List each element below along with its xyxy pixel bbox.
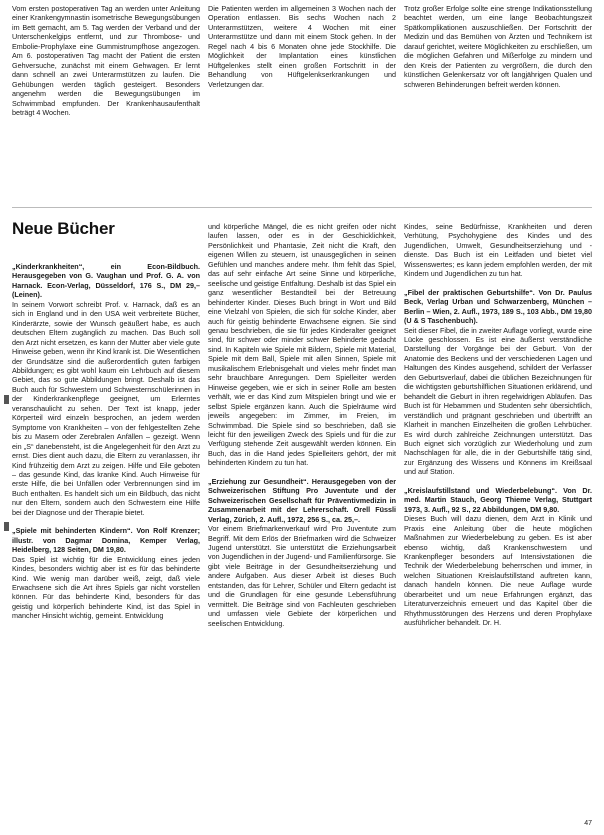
review-column-3	[404, 222, 592, 814]
review-heading: „Fibel der praktischen Geburtshilfe“. Von Dr. Paulus Beck, Verlag Urban und Schwarzenberg, München – Berlin – Wien, 2. Aufl., 1973, 189 S., 103 Abb., DM 19,80 (U & S Taschenbuch).	[404, 287, 592, 326]
review-body: In seinem Vorwort schreibt Prof. v. Harnack, daß es an sich in England und in den USA weit verbreitete Bücher, Kinderärzte, sowie der Wunsch geäußert habe, es auch deutschen Eltern zugänglich zu machen. Das Buch soll den Arzt nicht ersetzen, es kann der Mutter aber viele gute Hinweise geben, wenn ihr Kind krank ist. Die Wesentlichen der Grundsätze sind die außerordentlich guten farbigen Abbildungen; es gibt wohl kaum ein Lehrbuch auf diesem Gebiet, das so gute Abbildungen bringt. Deshalb ist das Buch auch für Schwestern und Schwesternschülerinnen in der Kinderkrankenpflege geeignet, um Erlerntes veranschaulicht zu sehen. Der Text ist knapp, jeder Körperteil wird einzeln besprochen, an jedem werden Symptome von Krankheiten – von der fehlgestellten Zehe bis zu Masern oder Zerebralen Anfällen – gezeigt. Wenn ein „S“ danebensteht, ist die Angelegenheit für den Arzt zu ernst. Dies dient auch dazu, die Eltern zu veranlassen, ihr Kind frühzeitig dem Arzt zu zeigen. Hilfe und Eile geboten – das gesunde Kind, das kranke Kind. Auch Hinweise für erste Hilfe, die bei Unfällen oder Verbrennungen sind im Buch enthalten. Es handelt sich um ein Bildbuch, das nicht nur den Eltern, sondern auch den Schwestern eine Hilfe bei der Diagnose und der Therapie bietet.	[12, 299, 200, 517]
review-entry	[208, 477, 396, 628]
review-entry	[404, 486, 592, 628]
review-entry	[12, 526, 200, 621]
review-entry	[404, 288, 592, 477]
review-body: und körperliche Mängel, die es nicht greifen oder nicht laufen lassen, oder es in der Geschicklichkeit, Persönlichkeit und Phantasie, Zeit nicht die Kraft, den eigenen Willen zu steuern, ist unausgeglichen in seinen Gefühlen und manches andere mehr. Ihm fehlt das Spiel, das auf sehr einfache Art seine Sinne und körperliche, seelische und geistige Entfaltung. Deshalb ist das Spiel ein ganz wesentlicher Bestandteil bei der Betreuung behinderter Kinder. Dieses Buch bringt in Wort und Bild eine Vielzahl von Spielen, die sich für solche Kinder, aber auch für geistig behinderte Erwachsene eignen. Sie sind genau beschrieben, die sie für jedes Kinderalter geeignet sind, für schwer oder minder schwer Behinderte gedacht sind. In Kapiteln wie Spiele mit Bildern, Spiele mit Material, Spiele mit dem Ball, Spiele mit allen Sinnen, Spiele mit musikalischem Erlebnisgehalt und vieles mehr findet man sehr brauchbare Anregungen. Dem Spielleiter werden Hinweise gegeben, wie er sich in seiner Rolle am besten verhält, wie er das Kind zum Mitspielen bringt und wie er selbst Spiele ergänzen kann. Auch die Spielräume wird jeweils angegeben: im Zimmer, im Freien, im Schwimmbad. Die Spiele sind so beschrieben, daß sie leicht für den jeweiligen Zweck des Spiels und für die zur Verfügung stehende Zeit ausgewählt werden können. Ein Buch, das in die Hand jedes Spielleiters gehört, der mit behinderten Kindern zu tun hat.	[208, 222, 396, 468]
review-column-1	[12, 262, 200, 814]
review-body: Seit dieser Fibel, die in zweiter Auflage vorliegt, wurde eine Lücke geschlossen. Es ist eine äußerst verständliche Darstellung der Vorgänge bei der Geburt. Von der Anatomie des Beckens und der verschiedenen Lagen und Haltungen des Kindes ausgehend, schildert der Verfasser den Geburtsverlauf, dabei die üblichen Bezeichnungen für die wichtigsten geburtshilflichen Situationen erklärend, und behandelt die Geburt in ihren regelwidrigen Abläufen. Das Buch ist für Hebammen und Studenten sehr übersichtlich, verständlich und prägnant geschrieben und übertrifft an Klarheit in manchen Einzelheiten die großen Lehrbücher. Es wird durch zahlreiche Zeichnungen unterstützt. Das Buch eignet sich vorzüglich zur Wiederholung und zum Nachschlagen für alle, die in der Geburtshilfe tätig sind, zur Ergänzung des Wissens und Könnens im Kreißsaal und auf Station.	[404, 325, 592, 477]
top-column-text: Vom ersten postoperativen Tag an werden unter Anleitung einer Krankengymnastin isometrische Bewegungsübungen im Bett gemacht, am 5. Tag werden der Verband und der Unterschenkelgips entfernt, und zur Thrombose- und Embolie-Prophylaxe eine Gummistrumpfhose angezogen. Am 6. postoperativen Tag macht der Patient die ersten Gehversuche, zunächst mit einem Gehwagen. Er lernt dann schnell an zwei Unterarmstützen zu laufen. Die Gehübungen werden täglich gesteigert. Besonders angenehm werden die Bewegungsübungen im Schwimmbad empfunden. Der Krankenhausaufenthalt beträgt 4 Wochen.	[12, 4, 200, 117]
review-body: Vor einem Briefmarkenverkauf wird Pro Juventute zum Begriff. Mit dem Erlös der Briefmarken wird die Schweizer Jugend unterstützt. Sie unterstützt die Erziehungsarbeit von Jugendlichen in der Jugend- und Familienfürsorge. Sie gibt viele Beiträge in der Gesundheitserziehung und andere Aufgaben. Aus dieser Arbeit ist dieses Buch entstanden, das für Lehrer, Schüler und Eltern gedacht ist und die Grundlagen für eine gesunde Lebensführung vermittelt. Die Beiträge sind von Fachleuten geschrieben und umfassen viele Gebiete der körperlichen und seelischen Entwicklung.	[208, 524, 396, 628]
review-heading: „Kreislaufstillstand und Wiederbelebung“. Von Dr. med. Martin Stauch, Georg Thieme Verlag, Stuttgart 1973, 3. Aufl., 92 S., 22 Abbildungen, DM 9,80.	[404, 485, 592, 514]
review-heading: „Spiele mit behinderten Kindern“. Von Rolf Krenzer; illustr. von Dagmar Domina, Kemper Verlag, Heidelberg, 128 Seiten, DM 19,80.	[12, 526, 200, 555]
review-body: Dieses Buch will dazu dienen, dem Arzt in Klinik und Praxis eine Anleitung über die heute möglichen Maßnahmen zur Wiederbelebung zu geben. Es ist aber ebenso wichtig, daß Krankenschwestern und Krankenpfleger besonders auf Intensivstationen die Technik der Wiederbelebung beherrschen und immer, in welchen Situationen Kreislaufstillstand auftreten kann, danach handeln können. Die neue Auflage wurde überarbeitet und um neue Erfahrungen ergänzt, das Literaturverzeichnis erneuert und das Kapitel über die Rhythmusstörungen des Herzens und deren Prophylaxe ausführlicher behandelt. Dr. H.	[404, 514, 592, 628]
top-column-2	[208, 4, 396, 202]
review-heading: „Erziehung zur Gesundheit“. Herausgegeben von der Schweizerischen Stiftung Pro Juventute und der Schweizerischen Gesellschaft für Präventivmedizin in Zusammenarbeit mit der Lehrerschaft. Orell Füssli Verlag, Zürich, 2. Aufl., 1972, 256 S., ca. 25,–.	[208, 476, 396, 524]
review-body: Das Spiel ist wichtig für die Entwicklung eines jeden Kindes, besonders wichtig aber ist es für das behinderte Kind. Wie wenig man darüber weiß, zeigt, daß viele Erwachsene sich die Art ihres Spiels gar nicht vorstellen können. Für das behinderte Kind, besonders für das geistig und körperlich behinderte Kind, ist das Spiel in mancher Hinsicht wichtig, gemeint. Entwicklung	[12, 554, 200, 621]
review-entry	[12, 262, 200, 517]
top-column-text: Die Patienten werden im allgemeinen 3 Wochen nach der Operation entlassen. Bis sechs Wochen nach 2 Unterarmstützen, weitere 4 Wochen mit einer Unterarmstütze und dann mit einem Stock gehen. In der Regel nach 4 bis 6 Monaten ohne jede Stockhilfe. Die Möglichkeit der Implantation eines künstlichen Hüftgelenkes stellt einen großen Fortschritt in der Behandlung von Hüftgelenkserkrankungen und Verletzungen dar.	[208, 4, 396, 89]
top-column-3	[404, 4, 592, 202]
margin-mark	[4, 522, 9, 531]
review-body: Kindes, seine Bedürfnisse, Krankheiten und deren Verhütung, Psychohygiene des Kindes und des Jugendlichen, Umwelt, Gesundheitserziehung und -dienste. Das Buch ist ein Leitfaden und bietet viel Wissenswertes; es kann jedem empfohlen werden, der mit Kindern und Jugendlichen zu tun hat.	[404, 222, 592, 279]
page-number: 47	[584, 820, 592, 827]
top-column-text: Trotz großer Erfolge sollte eine strenge Indikationsstellung beachtet werden, um eine lange Beobachtungszeit Spätkomplikationen auszuschließen. Der Fortschritt der Medizin und das Bemühen von Ärzten und Technikern ist darauf gerichtet, weitere Möglichkeiten zu erschließen, um die möglichen Gefahren und Mißerfolge zu mindern und den Kreis der Patienten zu vergrößern, die durch den künstlichen Gelenkersatz vor oft langjährigen Qualen und schweren Behinderungen befreit werden können.	[404, 4, 592, 89]
review-entry	[208, 222, 396, 468]
review-column-2	[208, 222, 396, 814]
margin-mark	[4, 395, 9, 404]
section-title: Neue Bücher	[12, 219, 115, 238]
top-column-1	[12, 4, 200, 202]
review-heading: „Kinderkrankheiten“, ein Econ-Bildbuch. Herausgegeben von G. Vaughan und Prof. G. A. von Harnack. Econ-Verlag, Düsseldorf, 176 S., DM 29,– (Leinen).	[12, 262, 200, 300]
review-entry	[404, 222, 592, 279]
section-divider	[12, 207, 592, 208]
